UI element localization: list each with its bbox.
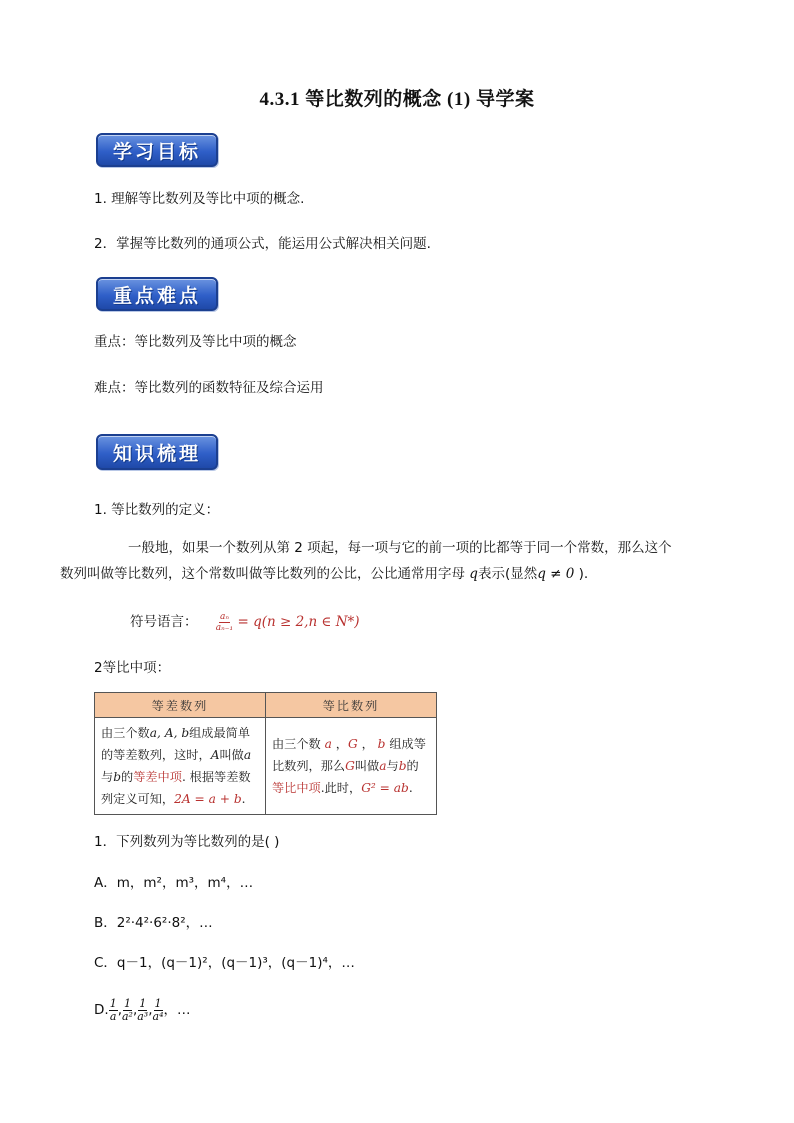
math-var: b <box>113 770 121 784</box>
highlight-formula: 2A = a + b <box>174 792 242 806</box>
denominator: a⁴ <box>152 1009 164 1023</box>
page-title: 4.3.1 等比数列的概念 (1) 导学案 <box>259 89 535 110</box>
highlight-var: b <box>377 737 386 751</box>
math-var: a <box>243 748 252 762</box>
symbol-language <box>130 610 360 634</box>
fraction <box>109 998 118 1023</box>
numerator: 1 <box>154 996 162 1010</box>
highlight-var: a <box>379 759 387 773</box>
numerator: 1 <box>139 996 147 1010</box>
focus-difficult: 难点：等比数列的函数特征及综合运用 <box>94 380 324 396</box>
option-d-prefix: D. <box>94 1002 109 1018</box>
highlight-var: a <box>324 737 332 751</box>
text: . <box>241 792 246 806</box>
symbol-rhs: = q(n ≥ 2,n ∈ N*) <box>237 614 360 630</box>
table-header-arithmetic: 等差数列 <box>95 693 266 718</box>
highlight-term: 等比中项 <box>272 781 321 795</box>
denominator: a² <box>121 1009 133 1023</box>
definition-condition: q ≠ 0 <box>537 566 575 582</box>
fraction <box>137 998 148 1023</box>
text: 组成等比数列，那么 <box>272 737 426 773</box>
math-var: a, A, b <box>149 726 190 740</box>
text: 与 <box>386 759 399 773</box>
text: .此时， <box>320 781 362 795</box>
highlight-var: G <box>347 737 358 751</box>
option-b: B．2²·4²·6²·8²，… <box>94 915 213 931</box>
highlight-term: 等差中项 <box>133 770 182 784</box>
text: ， <box>331 737 348 751</box>
text: 组成最简单的等差数列，这时， <box>101 726 251 762</box>
text: 由三个数 <box>101 726 150 740</box>
text: . <box>408 781 413 795</box>
text: 与 <box>101 770 114 784</box>
symbol-formula <box>215 611 360 633</box>
question-stem: 1．下列数列为等比数列的是( ) <box>94 834 280 850</box>
text: . 根据等差数列定义可知， <box>101 770 251 806</box>
symbol-fraction <box>216 612 233 633</box>
text: ， <box>357 737 378 751</box>
numerator: 1 <box>123 996 131 1010</box>
definition-line-2: 数列叫做等比数列，这个常数叫做等比数列的公比，公比通常用字母 <box>60 566 470 582</box>
option-a: A．m，m²，m³，m⁴，… <box>94 875 254 891</box>
symbol-frac-num: aₙ <box>219 611 229 622</box>
highlight-var: b <box>398 759 407 773</box>
table-cell-arithmetic <box>95 718 266 815</box>
math-var: A <box>210 748 220 762</box>
definition-heading: 1. 等比数列的定义： <box>94 502 220 518</box>
highlight-var: G <box>345 759 355 773</box>
highlight-formula: G² = ab <box>361 781 409 795</box>
goal-2: 2．掌握等比数列的通项公式，能运用公式解决相关问题. <box>94 236 431 252</box>
denominator: a <box>109 1009 117 1023</box>
focus-key: 重点：等比数列及等比中项的概念 <box>94 334 297 350</box>
text: 叫做 <box>219 748 244 762</box>
section-badge-goals: 学习目标 <box>96 133 218 167</box>
option-d-suffix: ，… <box>163 1002 191 1018</box>
comparison-table <box>94 692 437 815</box>
fraction <box>153 998 164 1023</box>
denominator: a³ <box>137 1009 149 1023</box>
option-d: D. $\frac{1}{a}$ , $\frac{1}{\text{a²}}$ , $\frac{1}{\text{a³}}$ , $\frac{1}{\text{a⁴}}$ ，… <box>94 996 191 1023</box>
symbol-label: 符号语言： <box>130 614 198 630</box>
definition-line-1: 一般地，如果一个数列从第 2 项起，每一项与它的前一项的比都等于同一个常数，那么这个 <box>128 540 672 556</box>
text: 的 <box>121 770 134 784</box>
section-badge-knowledge: 知识梳理 <box>96 434 218 470</box>
goal-1: 1. 理解等比数列及等比中项的概念. <box>94 191 305 207</box>
text: 由三个数 <box>272 737 325 751</box>
fraction <box>122 998 133 1023</box>
definition-line-3: 表示(显然 <box>477 566 538 582</box>
table-cell-geometric <box>266 718 437 815</box>
symbol-frac-den: aₙ₋₁ <box>215 622 234 633</box>
option-c: C．q－1，(q－1)²，(q－1)³，(q－1)⁴，… <box>94 955 355 971</box>
definition-q: q <box>469 566 478 582</box>
middle-term-heading: 2等比中项： <box>94 660 171 676</box>
text: 的 <box>406 759 419 773</box>
section-badge-focus: 重点难点 <box>96 277 218 311</box>
table-header-geometric: 等比数列 <box>266 693 437 718</box>
definition-text <box>60 535 700 587</box>
text: 叫做 <box>354 759 380 773</box>
definition-line-4: ). <box>574 566 589 582</box>
numerator: 1 <box>109 996 117 1010</box>
